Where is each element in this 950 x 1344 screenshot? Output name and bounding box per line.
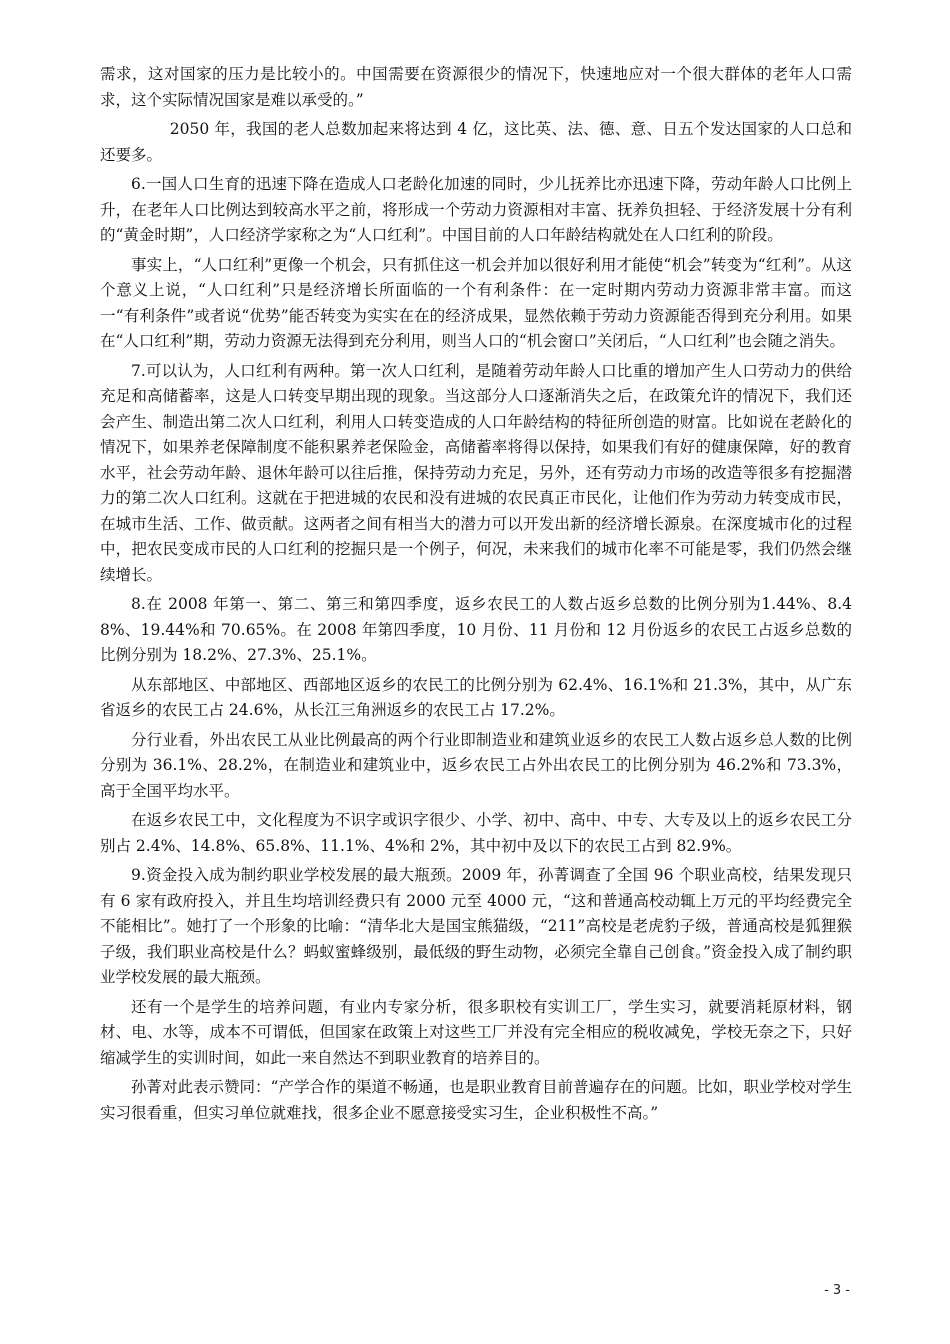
paragraph-9-funding: 9.资金投入成为制约职业学校发展的最大瓶颈。2009 年，孙菁调查了全国 96 个职业高校，结果发现只有 6 家有政府投入，并且生均培训经费只有 2000 元至 4000 元，“这和普通高校动辄上万元的平均经费完全不能相比”。她打了一个形象的比喻：“清华北大是国宝熊猫级，“211”高校是老虎豹子级，普通高校是狐狸猴子级，我们职业高校是什么？蚂蚁蜜蜂级别，最低级的野生动物，必须完全靠自己创食。”资金投入成了制约职业学校发展的最大瓶颈。: [100, 866, 852, 986]
paragraph-regional-share: 从东部地区、中部地区、西部地区返乡的农民工的比例分别为 62.4%、16.1%和 21.3%，其中，从广东省返乡的农民工占 24.6%，从长江三角洲返乡的农民工占 17.2%。: [100, 675, 852, 719]
paragraph-education-level: 在返乡农民工中，文化程度为不识字或识字很少、小学、初中、高中、中专、大专及以上的返乡农民工分别占 2.4%、14.8%、65.8%、11.1%、4%和 2%，其中初中及以下的农民工占到 82.9%。: [100, 811, 852, 855]
paragraph-elderly-population: 2050 年，我国的老人总数加起来将达到 4 亿，这比英、法、德、意、日五个发达国家的人口总和还要多。: [100, 120, 852, 164]
paragraph-cooperation: 孙菁对此表示赞同：“产学合作的渠道不畅通，也是职业教育目前普遍存在的问题。比如，职业学校对学生实习很看重，但实习单位就难找，很多企业不愿意接受实习生，企业积极性不高。”: [100, 1078, 852, 1122]
document-body: [100, 62, 852, 1130]
paragraph-industry-share: 分行业看，外出农民工从业比例最高的两个行业即制造业和建筑业返乡的农民工人数占返乡总人数的比例分别为 36.1%、28.2%，在制造业和建筑业中，返乡农民工占外出农民工的比例分别为 46.2%和 73.3%，高于全国平均水平。: [100, 730, 852, 800]
page-number: - 3 -: [824, 1283, 850, 1298]
paragraph-training-issue: 还有一个是学生的培养问题，有业内专家分析，很多职校有实训工厂，学生实习，就要消耗原材料，钢材、电、水等，成本不可谓低，但国家在政策上对这些工厂并没有完全相应的税收减免，学校无奈之下，只好缩减学生的实训时间，如此一来自然达不到职业教育的培养目的。: [100, 997, 852, 1067]
paragraph-8-returning-workers: 8.在 2008 年第一、第二、第三和第四季度，返乡农民工的人数占返乡总数的比例分别为1.44%、8.48%、19.44%和 70.65%。在 2008 年第四季度，10 月份、11 月份和 12 月份返乡的农民工占返乡总数的比例分别为 18.2%、27.3%、25.1%。: [100, 595, 852, 664]
paragraph-6-demographic-dividend: 6.一国人口生育的迅速下降在造成人口老龄化加速的同时，少儿抚养比亦迅速下降，劳动年龄人口比例上升，在老年人口比例达到较高水平之前，将形成一个劳动力资源相对丰富、抚养负担轻、于经济发展十分有利的“黄金时期”，人口经济学家称之为“人口红利”。中国目前的人口年龄结构就处在人口红利的阶段。: [100, 175, 852, 244]
paragraph-7-two-dividends: 7.可以认为，人口红利有两种。第一次人口红利，是随着劳动年龄人口比重的增加产生人口劳动力的供给充足和高储蓄率，这是人口转变早期出现的现象。当这部分人口逐渐消失之后，在政策允许的情况下，我们还会产生、制造出第二次人口红利，利用人口转变造成的人口年龄结构的特征所创造的财富。比如说在老龄化的情况下，如果养老保障制度不能积累养老保险金，高储蓄率将得以保持，如果我们有好的健康保障，好的教育水平，社会劳动年龄、退休年龄可以往后推，保持劳动力充足，另外，还有劳动力市场的改造等很多有挖掘潜力的第二次人口红利。这就在于把进城的农民和没有进城的农民真正市民化，让他们作为劳动力转变成市民，在城市生活、工作、做贡献。这两者之间有相当大的潜力可以开发出新的经济增长源泉。在深度城市化的过程中，把农民变成市民的人口红利的挖掘只是一个例子，何况，未来我们的城市化率不可能是零，我们仍然会继续增长。: [100, 361, 852, 584]
paragraph-continuation: 需求，这对国家的压力是比较小的。中国需要在资源很少的情况下，快速地应对一个很大群体的老年人口需求，这个实际情况国家是难以承受的。”: [100, 65, 852, 109]
paragraph-opportunity: 事实上，“人口红利”更像一个机会，只有抓住这一机会并加以很好利用才能使“机会”转变为“红利”。从这个意义上说，“人口红利”只是经济增长所面临的一个有利条件：在一定时期内劳动力资源非常丰富。而这一“有利条件”或者说“优势”能否转变为实实在在的经济成果，显然依赖于劳动力资源能否得到充分利用。如果在“人口红利”期，劳动力资源无法得到充分利用，则当人口的“机会窗口”关闭后，“人口红利”也会随之消失。: [100, 255, 852, 350]
